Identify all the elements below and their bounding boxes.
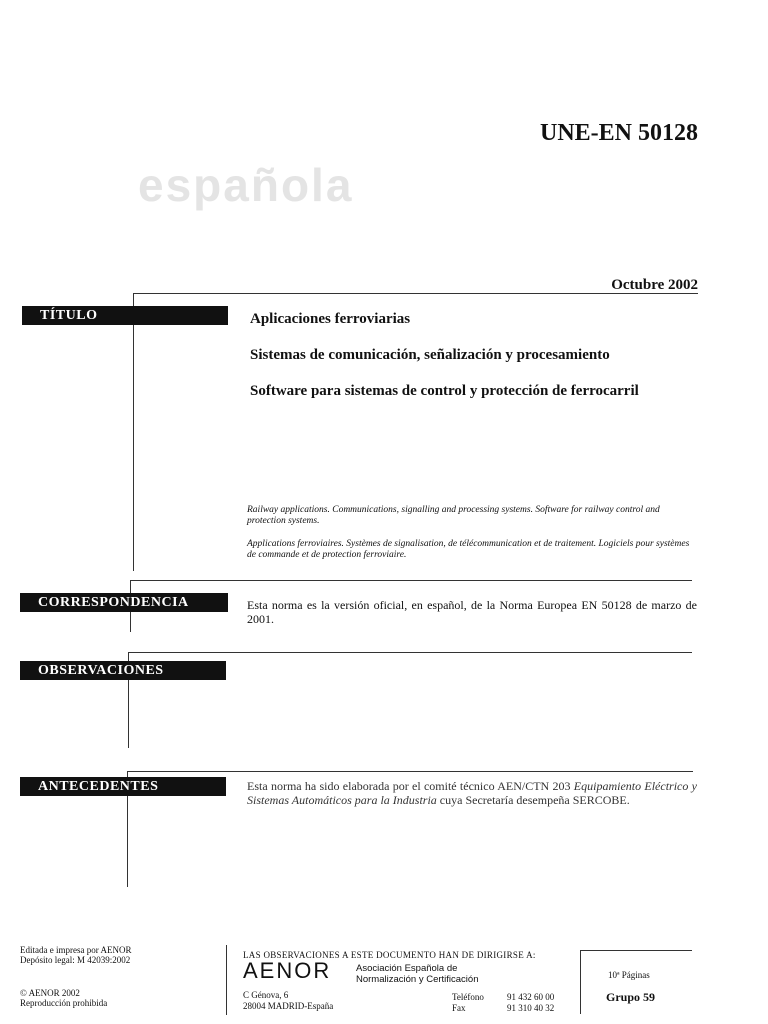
title-line-1: Aplicaciones ferroviarias (250, 311, 411, 327)
correspondencia-text: Esta norma es la versión oficial, en español, de la Norma Europea EN 50128 de marzo de 2001. (247, 598, 697, 626)
contact-labels (452, 992, 484, 1014)
antecedentes-label: ANTECEDENTES (38, 779, 159, 794)
telefono-number: 91 432 60 00 (507, 992, 555, 1002)
edited-by: Editada e impresa por AENOR (20, 945, 132, 955)
observaciones-label: OBSERVACIONES (38, 663, 164, 678)
contact-numbers (507, 992, 554, 1014)
title-line-3: Software para sistemas de control y protección de ferrocarril (250, 383, 639, 399)
fax-number: 91 310 40 32 (507, 1003, 555, 1013)
page-count: 10ª Páginas (608, 970, 650, 980)
deposito-legal: Depósito legal: M 42039:2002 (20, 955, 131, 965)
footer-copyright (20, 988, 107, 1008)
correspondencia-label-bar (20, 593, 228, 612)
reproduccion-prohibida: Reproducción prohibida (20, 998, 108, 1008)
antecedentes-text (247, 779, 697, 807)
observaciones-notice: LAS OBSERVACIONES A ESTE DOCUMENTO HAN DE DIRIGIRSE A: (243, 950, 536, 960)
observaciones-label-bar (20, 661, 226, 680)
correspondencia-label: CORRESPONDENCIA (38, 595, 189, 610)
antecedentes-committee-name: Equipamiento Eléctrico y Sistemas Automáticos para la Industria (247, 779, 697, 807)
copyright: © AENOR 2002 (20, 988, 80, 998)
address-line-2: 28004 MADRID-España (243, 1001, 334, 1011)
titulo-label: TÍTULO (40, 308, 98, 323)
title-line-2: Sistemas de comunicación, señalización y procesamiento (250, 347, 610, 363)
standard-number: UNE-EN 50128 (539, 120, 698, 146)
titulo-vertical-rule (133, 293, 134, 571)
footer-box-left-rule (580, 950, 581, 1014)
antecedentes-top-rule (127, 771, 693, 772)
telefono-label: Teléfono (452, 992, 484, 1002)
correspondencia-top-rule (130, 580, 692, 581)
footer-edition-info (20, 945, 131, 965)
english-title: Railway applications. Communications, signalling and processing systems. Software for railway control and protection systems. (247, 505, 660, 526)
fax-label: Fax (452, 1003, 466, 1013)
watermark-text: española (138, 159, 354, 211)
aenor-logo: AENOR (243, 958, 332, 983)
org-line-1: Asociación Española de (356, 963, 458, 974)
org-line-2: Normalización y Certificación (356, 974, 479, 985)
footer-divider-left (226, 945, 227, 1015)
antecedentes-text-end: cuya Secretaría desempeña SERCOBE. (436, 793, 630, 807)
publication-date: Octubre 2002 (611, 277, 698, 293)
antecedentes-label-bar (20, 777, 226, 796)
observaciones-top-rule (128, 652, 692, 653)
address-line-1: C Génova, 6 (243, 990, 289, 1000)
titulo-top-rule (133, 293, 698, 294)
antecedentes-text-start: Esta norma ha sido elaborada por el comité técnico AEN/CTN 203 (247, 779, 574, 793)
french-title: Applications ferroviaires. Systèmes de signalisation, de télécommunication et de traitement. Logiciels pour systèmes de commande et de protection ferroviaire. (247, 539, 690, 560)
aenor-full-name (356, 963, 478, 985)
titulo-label-bar (22, 306, 228, 325)
grupo-price: Grupo 59 (606, 990, 656, 1004)
aenor-address (243, 990, 333, 1012)
footer-box-top-rule (580, 950, 692, 951)
